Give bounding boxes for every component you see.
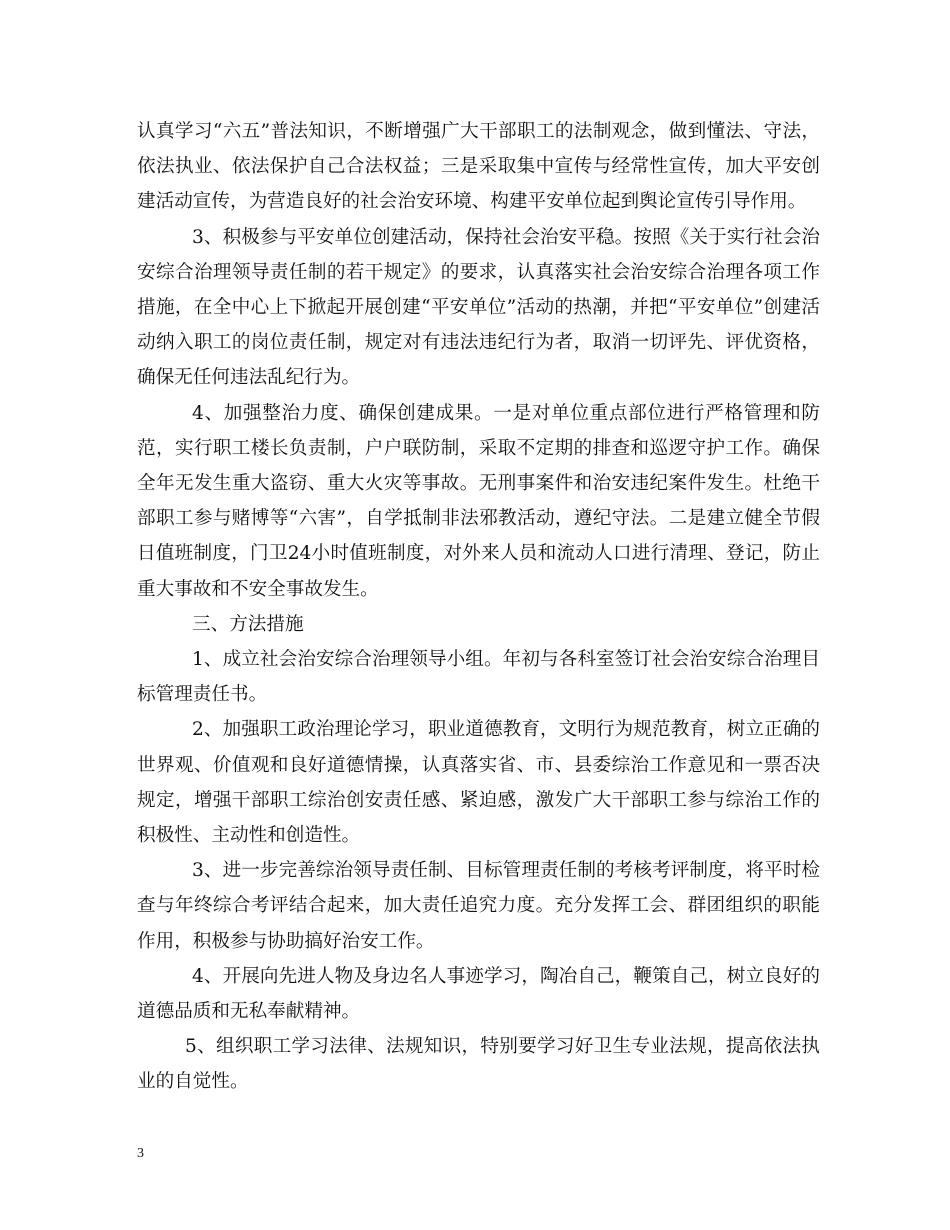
paragraph-method-4: 4、开展向先进人物及身边名人事迹学习，陶冶自己，鞭策自己，树立良好的道德品质和无私奉献精神。 — [137, 965, 820, 1023]
paragraph-continuation: 认真学习“六五”普法知识，不断增强广大干部职工的法制观念，做到懂法、守法，依法执业、依法保护自己合法权益；三是采取集中宣传与经常性宣传，加大平安创建活动宣传，为营造良好的社会治安环境、构建平安单位起到舆论宣传引导作用。 — [137, 121, 820, 213]
page-number: 3 — [137, 1146, 144, 1161]
paragraph-item-4-rectification: 4、加强整治力度、确保创建成果。一是对单位重点部位进行严格管理和防范，实行职工楼长负责制，户户联防制，采取不定期的排查和巡逻守护工作。确保全年无发生重大盗窃、重大火灾等事故。无刑事案件和治安违纪案件发生。杜绝干部职工参与赌博等“六害”，自学抵制非法邪教活动，遵纪守法。二是建立健全节假日值班制度，门卫24小时值班制度，对外来人员和流动人口进行清理、登记，防止重大事故和不安全事故发生。 — [137, 402, 820, 600]
document-body — [137, 114, 820, 1100]
paragraph-method-1: 1、成立社会治安综合治理领导小组。年初与各科室签订社会治安综合治理目标管理责任书。 — [137, 649, 820, 706]
paragraph-method-3: 3、进一步完善综治领导责任制、目标管理责任制的考核考评制度，将平时检查与年终综合考评结合起来，加大责任追究力度。充分发挥工会、群团组织的职能作用，积极参与协助搞好治安工作。 — [137, 860, 820, 952]
paragraph-method-2: 2、加强职工政治理论学习，职业道德教育，文明行为规范教育，树立正确的世界观、价值观和良好道德情操，认真落实省、市、县委综治工作意见和一票否决规定，增强干部职工综治创安责任感、紧迫感，激发广大干部职工参与综治工作的积极性、主动性和创造性。 — [137, 719, 820, 847]
section-heading-methods: 三、方法措施 — [192, 613, 304, 635]
paragraph-method-5: 5、组织职工学习法律、法规知识，特别要学习好卫生专业法规，提高依法执业的自觉性。 — [137, 1036, 820, 1093]
paragraph-item-3-safe-unit: 3、积极参与平安单位创建活动，保持社会治安平稳。按照《关于实行社会治安综合治理领导责任制的若干规定》的要求，认真落实社会治安综合治理各项工作措施，在全中心上下掀起开展创建“平安单位”活动的热潮，并把“平安单位”创建活动纳入职工的岗位责任制，规定对有违法违纪行为者，取消一切评先、评优资格，确保无任何违法乱纪行为。 — [137, 226, 820, 389]
